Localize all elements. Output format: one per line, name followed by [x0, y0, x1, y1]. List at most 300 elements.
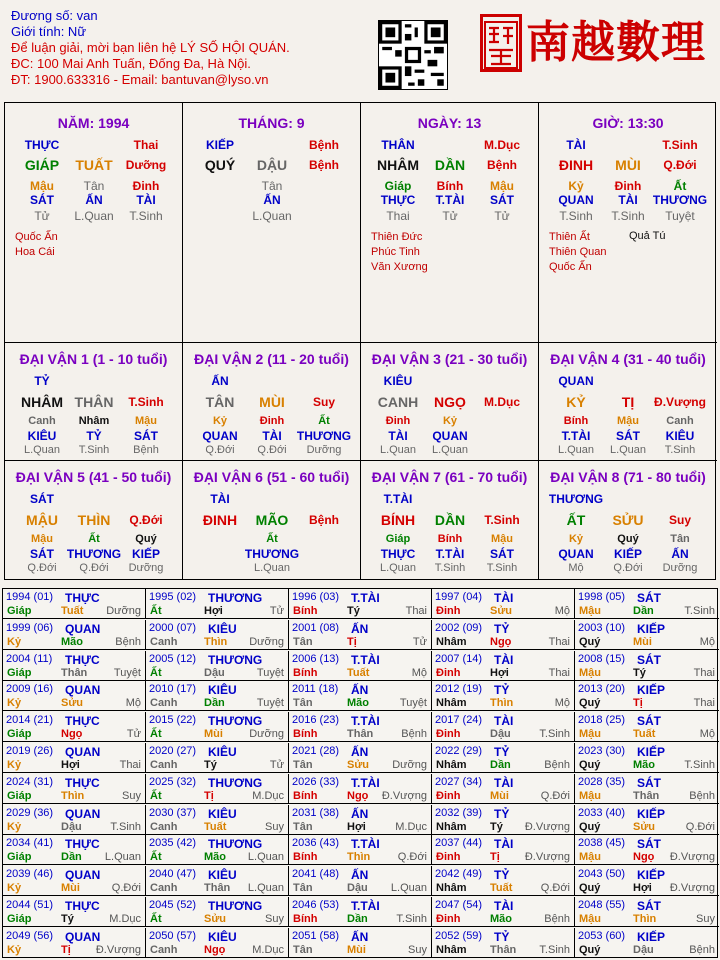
- pillar-phase: Thai: [133, 138, 159, 152]
- year-stem: Nhâm: [436, 759, 467, 771]
- year-cell: [432, 835, 575, 865]
- hidden-phase: L.Quan: [379, 444, 417, 456]
- year-label: 2041 (48): [292, 868, 340, 881]
- hidden-stem: Đinh: [259, 415, 285, 427]
- year-label: 1994 (01): [6, 591, 54, 603]
- year-phase: T.Sinh: [539, 943, 570, 956]
- year-god: THƯƠNG: [208, 652, 263, 667]
- year-stem: Bính: [293, 728, 318, 741]
- pillar-stem: ĐINH: [558, 157, 594, 173]
- year-stem: Mậu: [579, 851, 601, 864]
- hidden-god: SÁT: [490, 547, 514, 561]
- year-god: TÀI: [494, 591, 514, 605]
- year-god: SÁT: [637, 775, 661, 790]
- year-stem: Mậu: [579, 913, 601, 925]
- year-phase: Suy: [408, 943, 427, 956]
- year-branch: Ngọ: [61, 728, 83, 741]
- year-cell: [432, 928, 575, 958]
- year-phase: M.Dục: [252, 789, 284, 802]
- year-stem: Tân: [293, 635, 313, 648]
- year-stem: Quý: [579, 820, 601, 833]
- year-god: ẤN: [351, 683, 369, 698]
- year-phase: Bệnh: [115, 635, 141, 648]
- year-branch: Sửu: [61, 697, 84, 710]
- dai-van-branch: SỬU: [612, 512, 644, 528]
- year-god: TÀI: [494, 899, 514, 913]
- pillars-grid: [4, 102, 716, 580]
- year-cell: [3, 712, 146, 742]
- year-god: THƯƠNG: [208, 775, 263, 790]
- year-stem: Đinh: [436, 789, 461, 802]
- year-phase: Đ.Vượng: [669, 882, 715, 895]
- year-branch: Tị: [633, 697, 643, 710]
- dai-van-title: ĐẠI VẬN 5 (41 - 50 tuổi): [15, 469, 172, 485]
- hidden-stem: Nhâm: [78, 415, 110, 427]
- year-cell: [575, 620, 719, 650]
- year-phase: T.Sinh: [684, 759, 715, 771]
- star-item: Phúc Tinh: [371, 246, 420, 258]
- star-item: Văn Xương: [371, 261, 428, 273]
- year-stem: Nhâm: [436, 882, 467, 895]
- hidden-god: KIẾP: [131, 547, 160, 561]
- year-god: SÁT: [637, 837, 661, 852]
- year-branch: Sửu: [204, 913, 227, 925]
- hidden-phase: T.Sinh: [78, 444, 110, 456]
- year-phase: Q.Đới: [540, 789, 570, 802]
- pillar-title: NĂM: 1994: [57, 115, 130, 131]
- year-label: 2007 (14): [435, 652, 483, 665]
- pillar-branch: TUẤT: [75, 157, 113, 173]
- year-phase: T.Sinh: [110, 820, 141, 833]
- seal-glyph-icon: [483, 20, 519, 70]
- year-phase: Bệnh: [544, 759, 570, 771]
- year-phase: Bệnh: [689, 943, 715, 956]
- year-branch: Mùi: [490, 789, 509, 802]
- year-god: THỰC: [65, 714, 100, 729]
- year-god: T.TÀI: [351, 899, 380, 913]
- pillar-phase: Q.Đới: [663, 158, 697, 172]
- year-branch: Thân: [347, 728, 374, 741]
- hidden-stem: Ất: [673, 179, 687, 193]
- year-cell: [146, 743, 289, 773]
- year-cell: [3, 928, 146, 958]
- hidden-god: SÁT: [30, 193, 54, 207]
- year-stem: Bính: [293, 913, 318, 925]
- hidden-god: TỶ: [86, 429, 102, 443]
- dai-van-phase: T.Sinh: [484, 513, 520, 527]
- year-god: QUAN: [65, 929, 101, 944]
- hidden-stem: Canh: [28, 415, 56, 427]
- year-branch: Tuất: [61, 605, 84, 617]
- year-cell: [3, 866, 146, 896]
- year-cell: [432, 620, 575, 650]
- year-phase: Thai: [405, 605, 427, 617]
- year-god: ẤN: [351, 621, 369, 636]
- year-god: QUAN: [65, 868, 101, 883]
- year-branch: Sửu: [633, 820, 656, 833]
- year-branch: Tý: [347, 605, 360, 617]
- year-branch: Dần: [347, 913, 368, 925]
- year-stem: Bính: [293, 851, 318, 864]
- hidden-stem: Giáp: [385, 533, 411, 545]
- dai-van-cell: [539, 343, 717, 461]
- year-phase: Thai: [693, 666, 715, 679]
- year-stem: Đinh: [436, 728, 461, 741]
- hidden-god: T.TÀI: [435, 193, 465, 207]
- year-label: 2053 (60): [578, 929, 626, 942]
- star-item: Quốc Ấn: [549, 261, 592, 273]
- year-label: 2011 (18): [292, 683, 339, 696]
- star-list: [549, 230, 606, 275]
- year-god: KIẾP: [637, 745, 666, 759]
- year-stem: Tân: [293, 759, 313, 771]
- year-god: TỶ: [494, 929, 510, 944]
- hidden-god: THỰC: [380, 193, 416, 207]
- year-branch: Dậu: [490, 728, 511, 741]
- hidden-stem: Bính: [563, 415, 589, 427]
- year-god: TÀI: [494, 837, 514, 852]
- brand-text: 南越數理: [526, 17, 706, 68]
- year-branch: Thìn: [490, 697, 514, 710]
- hidden-god: ẤN: [671, 547, 689, 561]
- year-god: TỶ: [494, 806, 510, 821]
- year-label: 1995 (02): [149, 591, 197, 603]
- year-branch: Mão: [61, 635, 83, 648]
- year-cell: [3, 805, 146, 835]
- star-item: Thiên Đức: [371, 231, 423, 243]
- year-god: ẤN: [351, 745, 369, 759]
- dai-van-phase: M.Dục: [484, 395, 520, 409]
- hidden-phase: T.Sinh: [559, 209, 593, 223]
- year-stem: Kỷ: [7, 882, 22, 895]
- year-god: T.TÀI: [351, 652, 380, 667]
- year-phase: T.Sinh: [684, 605, 715, 617]
- year-stem: Mậu: [579, 789, 601, 802]
- year-god: TỶ: [494, 745, 510, 759]
- year-god: T.TÀI: [351, 591, 380, 605]
- pillar-title: NGÀY: 13: [417, 115, 482, 131]
- year-branch: Dậu: [61, 820, 82, 833]
- year-cell: [289, 743, 432, 773]
- hidden-phase: T.Sinh: [611, 209, 645, 223]
- hidden-phase: T.Sinh: [486, 562, 518, 574]
- year-stem: Ất: [150, 605, 162, 617]
- dai-van-phase: Đ.Vượng: [654, 395, 706, 409]
- year-branch: Mùi: [633, 635, 652, 648]
- year-phase: Q.Đới: [540, 882, 570, 895]
- year-god: QUAN: [65, 745, 101, 759]
- year-label: 2031 (38): [292, 806, 340, 819]
- hidden-stem: Kỷ: [212, 415, 228, 427]
- hidden-phase: Dưỡng: [128, 562, 164, 574]
- year-god: TÀI: [494, 652, 514, 667]
- year-cell: [3, 774, 146, 804]
- hidden-god: KIÊU: [665, 429, 695, 443]
- year-cell: [432, 805, 575, 835]
- year-god: THỰC: [65, 899, 100, 913]
- year-phase: M.Dục: [109, 913, 141, 925]
- year-label: 2048 (55): [578, 899, 626, 911]
- year-god: KIÊU: [208, 745, 237, 759]
- hidden-phase: Tử: [442, 209, 458, 223]
- year-god: TỶ: [494, 621, 510, 636]
- year-god: KIÊU: [208, 683, 237, 698]
- hidden-stem: Quý: [135, 533, 157, 545]
- year-branch: Dần: [490, 759, 511, 771]
- year-label: 2028 (35): [578, 775, 626, 788]
- hidden-stem: Đinh: [614, 179, 642, 193]
- year-label: 2036 (43): [292, 837, 340, 850]
- dai-van-cell: [5, 343, 183, 461]
- year-label: 2043 (50): [578, 868, 626, 881]
- year-stem: Quý: [579, 882, 601, 895]
- year-label: 2050 (57): [149, 929, 197, 942]
- year-branch: Sửu: [490, 605, 513, 617]
- year-phase: Mộ: [125, 697, 141, 710]
- contact-note: Để luận giải, mời bạn liên hệ LÝ SỐ HỘI QUÁN.: [11, 40, 290, 55]
- year-god: TÀI: [494, 775, 514, 790]
- year-phase: Dưỡng: [392, 759, 427, 771]
- hidden-phase: Dưỡng: [306, 444, 342, 456]
- pillar-branch: MÙI: [615, 157, 641, 173]
- year-god: SÁT: [637, 652, 661, 667]
- hidden-phase: T.Sinh: [664, 444, 696, 456]
- year-cell: [146, 712, 289, 742]
- year-stem: Giáp: [7, 913, 32, 925]
- dai-van-phase: Q.Đới: [129, 513, 163, 527]
- year-branch: Mùi: [347, 943, 366, 956]
- year-cell: [575, 774, 719, 804]
- hidden-stem: Tân: [261, 179, 283, 193]
- year-label: 1997 (04): [435, 591, 483, 603]
- hidden-phase: Q.Đới: [205, 444, 235, 456]
- year-label: 2004 (11): [6, 652, 53, 665]
- dai-van-god: SÁT: [30, 492, 54, 506]
- year-stem: Quý: [579, 697, 601, 710]
- hidden-god: KIẾP: [613, 547, 642, 561]
- hidden-phase: Dưỡng: [662, 562, 698, 574]
- hidden-stem: Canh: [666, 415, 694, 427]
- year-label: 2029 (36): [6, 806, 54, 819]
- year-label: 1999 (06): [6, 621, 54, 634]
- dai-van-cell: [183, 343, 361, 461]
- hidden-stem: Giáp: [384, 179, 412, 193]
- year-cell: [289, 928, 432, 958]
- year-phase: Q.Đới: [397, 851, 427, 864]
- year-cell: [3, 897, 146, 927]
- year-phase: L.Quan: [390, 882, 427, 895]
- dai-van-stem: ĐINH: [202, 512, 238, 528]
- year-label: 2021 (28): [292, 745, 340, 757]
- hidden-stem: Kỷ: [568, 179, 584, 193]
- year-stem: Canh: [150, 635, 178, 648]
- year-cell: [3, 651, 146, 681]
- year-branch: Tị: [490, 851, 500, 864]
- year-god: THƯƠNG: [208, 591, 263, 605]
- year-label: 1996 (03): [292, 591, 340, 603]
- year-label: 2047 (54): [435, 899, 483, 911]
- year-stem: Nhâm: [436, 820, 467, 833]
- hidden-god: T.TÀI: [435, 547, 465, 561]
- year-branch: Hợi: [490, 666, 509, 679]
- hidden-phase: L.Quan: [23, 444, 61, 456]
- year-cell: [289, 897, 432, 927]
- year-phase: Mộ: [554, 697, 570, 710]
- owner-name: Đương số: van: [11, 8, 98, 23]
- pillar-god: TÀI: [566, 138, 586, 152]
- hidden-god: QUAN: [558, 193, 594, 207]
- year-branch: Mão: [204, 851, 226, 864]
- year-phase: Mộ: [699, 635, 715, 648]
- year-phase: Đ.Vượng: [524, 820, 570, 833]
- dai-van-branch: THÌN: [77, 512, 111, 528]
- hidden-phase: L.Quan: [431, 444, 469, 456]
- year-god: ẤN: [351, 929, 369, 944]
- hidden-stem: Kỷ: [568, 533, 584, 545]
- year-cell: [146, 805, 289, 835]
- year-phase: Đ.Vượng: [381, 789, 427, 802]
- year-label: 2046 (53): [292, 899, 340, 911]
- year-stem: Nhâm: [436, 697, 467, 710]
- year-label: 2044 (51): [6, 899, 54, 911]
- year-branch: Tý: [204, 759, 217, 771]
- year-cell: [146, 620, 289, 650]
- year-stem: Giáp: [7, 666, 32, 679]
- year-label: 2005 (12): [149, 652, 197, 665]
- year-phase: Dưỡng: [249, 728, 284, 741]
- year-stem: Bính: [293, 605, 318, 617]
- dai-van-branch: DẦN: [434, 512, 466, 528]
- year-phase: Suy: [265, 820, 284, 833]
- year-label: 2006 (13): [292, 652, 340, 665]
- dai-van-phase: Suy: [312, 395, 335, 409]
- year-stem: Giáp: [7, 728, 32, 741]
- year-branch: Tý: [490, 820, 503, 833]
- year-label: 2052 (59): [435, 929, 483, 942]
- dai-van-branch: MÙI: [259, 394, 285, 410]
- hidden-god: ẤN: [85, 193, 103, 207]
- year-cell: [146, 774, 289, 804]
- year-cell: [432, 743, 575, 773]
- year-god: TÀI: [494, 714, 514, 729]
- pillar-branch: DẬU: [256, 157, 288, 173]
- pillar-god: THÂN: [381, 138, 415, 152]
- year-phase: Bệnh: [544, 913, 570, 925]
- dai-van-cell: [361, 461, 539, 579]
- hidden-stem: Tân: [83, 179, 105, 193]
- hidden-god: QUAN: [558, 547, 594, 561]
- hidden-god: KIÊU: [27, 429, 57, 443]
- year-phase: Mộ: [411, 666, 427, 679]
- pillar-stem: QUÝ: [204, 157, 236, 173]
- star-item: Quốc Ấn: [15, 231, 58, 243]
- year-god: KIẾP: [637, 683, 666, 698]
- owner-gender: Giới tính: Nữ: [11, 24, 87, 39]
- year-god: SÁT: [637, 899, 661, 913]
- year-cell: [289, 712, 432, 742]
- year-stem: Canh: [150, 943, 178, 956]
- dai-van-title: ĐẠI VẬN 7 (61 - 70 tuổi): [371, 469, 528, 485]
- hidden-phase: L.Quan: [252, 209, 292, 223]
- year-label: 2018 (25): [578, 714, 626, 727]
- year-cell: [289, 620, 432, 650]
- year-phase: Mộ: [554, 605, 570, 617]
- brand-logo: [526, 6, 706, 70]
- year-stem: Tân: [293, 943, 313, 956]
- year-stem: Giáp: [7, 605, 32, 617]
- pillar-phase: Bệnh: [487, 158, 517, 172]
- year-branch: Dần: [61, 851, 82, 864]
- year-label: 2022 (29): [435, 745, 483, 757]
- year-phase: T.Sinh: [539, 728, 570, 741]
- hidden-stem: Đinh: [132, 179, 160, 193]
- year-phase: Tử: [269, 759, 284, 771]
- dai-van-branch: THÂN: [74, 394, 114, 410]
- year-god: T.TÀI: [351, 837, 380, 852]
- year-cell: [3, 620, 146, 650]
- year-stem: Ất: [150, 913, 162, 925]
- year-label: 2032 (39): [435, 806, 483, 819]
- hidden-phase: Tuyệt: [665, 209, 695, 223]
- hidden-god: T.TÀI: [561, 429, 591, 443]
- year-label: 2003 (10): [578, 621, 626, 634]
- year-branch: Mùi: [204, 728, 223, 741]
- year-cell: [289, 866, 432, 896]
- hidden-stem: Quý: [617, 533, 639, 545]
- year-label: 2027 (34): [435, 775, 483, 788]
- year-cell: [3, 835, 146, 865]
- hidden-stem: Mậu: [30, 179, 54, 193]
- year-branch: Thìn: [204, 635, 228, 648]
- hidden-stem: Tân: [670, 533, 690, 545]
- hidden-phase: L.Quan: [253, 562, 291, 574]
- year-stem: Tân: [293, 882, 313, 895]
- hidden-phase: Tử: [494, 209, 510, 223]
- dai-van-branch: TỊ: [621, 394, 635, 410]
- dai-van-god: ẤN: [211, 374, 229, 388]
- year-branch: Tý: [61, 913, 74, 925]
- dai-van-cell: [183, 461, 361, 579]
- star-item: Thiên Quan: [549, 246, 607, 258]
- year-branch: Thân: [633, 789, 660, 802]
- year-phase: Q.Đới: [111, 882, 141, 895]
- year-god: KIÊU: [208, 621, 237, 636]
- year-phase: L.Quan: [247, 882, 284, 895]
- year-stem: Canh: [150, 759, 178, 771]
- year-stem: Giáp: [7, 851, 32, 864]
- hidden-phase: Q.Đới: [257, 444, 287, 456]
- year-god: SÁT: [637, 714, 661, 729]
- hidden-phase: L.Quan: [74, 209, 114, 223]
- hidden-god: SÁT: [30, 547, 54, 561]
- dai-van-god: T.TÀI: [383, 492, 413, 506]
- dai-van-stem: BÍNH: [380, 512, 416, 528]
- year-stem: Mậu: [579, 605, 601, 617]
- dai-van-phase: Bệnh: [309, 513, 339, 527]
- year-cell: [146, 835, 289, 865]
- year-label: 2008 (15): [578, 652, 626, 665]
- year-stem: Nhâm: [436, 635, 467, 648]
- year-branch: Mùi: [61, 882, 80, 895]
- year-god: QUAN: [65, 683, 101, 698]
- year-stem: Bính: [293, 666, 318, 679]
- year-label: 2001 (08): [292, 621, 340, 634]
- year-god: THƯƠNG: [208, 899, 263, 913]
- year-stem: Kỷ: [7, 820, 22, 833]
- year-god: THỰC: [65, 652, 100, 667]
- year-branch: Ngọ: [490, 635, 512, 648]
- year-god: KIẾP: [637, 868, 666, 883]
